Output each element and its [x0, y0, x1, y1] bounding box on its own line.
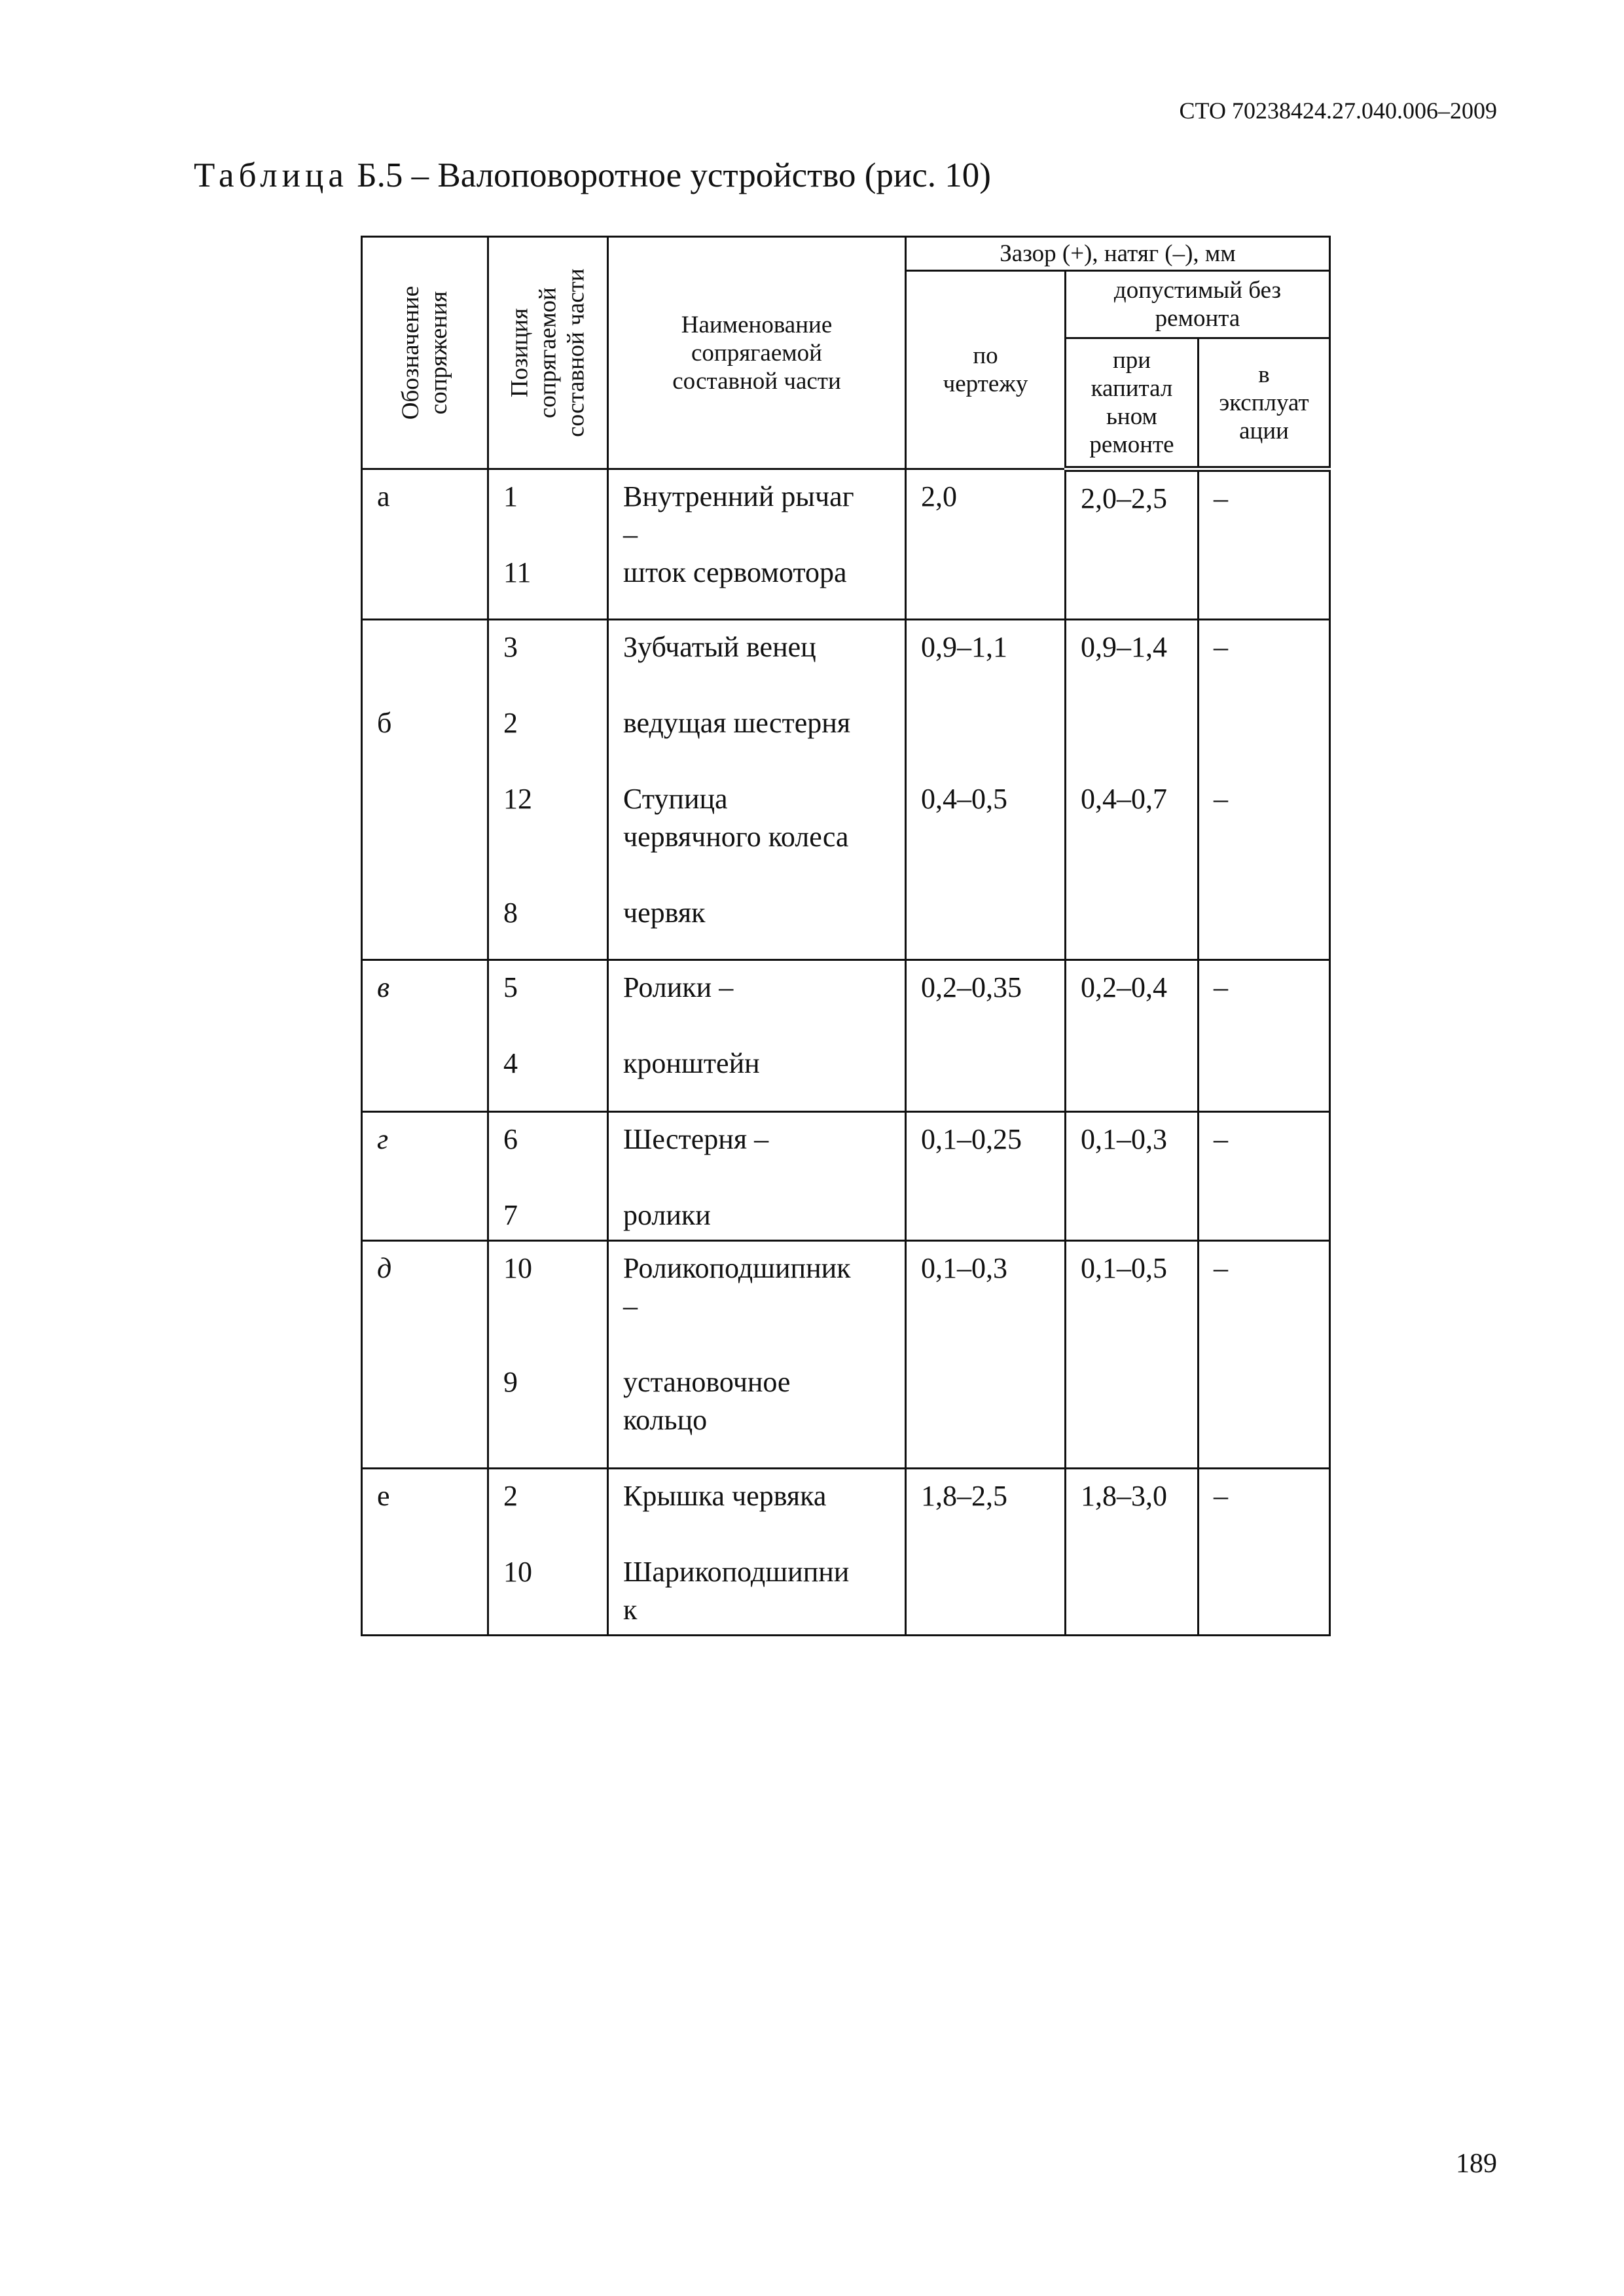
- cell-operation: [1199, 1241, 1330, 1469]
- names-line: [623, 742, 905, 780]
- cell-overhaul: [1066, 1241, 1199, 1469]
- designation-value: д: [377, 1252, 392, 1284]
- cell-positions: [488, 1469, 608, 1636]
- cell-operation: [1199, 1112, 1330, 1241]
- names-line: [623, 856, 905, 894]
- cell-operation: [1199, 960, 1330, 1112]
- cell-operation: [1199, 469, 1330, 620]
- drawing-line: [921, 704, 1064, 742]
- names-line: [623, 666, 905, 704]
- positions-line: 1: [503, 480, 518, 512]
- drawing-line: 2,0: [921, 480, 957, 512]
- overhaul-line: [1081, 704, 1197, 742]
- cell-designation: [362, 1241, 488, 1469]
- operation-line: [1214, 742, 1329, 780]
- positions-line: 10: [503, 1252, 532, 1284]
- header-name: Наименование сопрягаемой составной части: [608, 237, 906, 469]
- cell-overhaul: [1066, 960, 1199, 1112]
- drawing-line: 0,9–1,1: [921, 631, 1007, 663]
- cell-names: [608, 469, 906, 620]
- cell-operation: [1199, 620, 1330, 960]
- cell-positions: [488, 1112, 608, 1241]
- header-in-operation: в эксплуат ации: [1199, 338, 1330, 469]
- names-line: Зубчатый венец: [623, 631, 816, 663]
- cell-names: [608, 960, 906, 1112]
- positions-line: 2: [503, 1480, 518, 1512]
- cell-positions: [488, 960, 608, 1112]
- drawing-line: [921, 666, 1064, 704]
- document-code: СТО 70238424.27.040.006–2009: [1179, 98, 1497, 124]
- positions-line: 8: [503, 897, 518, 929]
- overhaul-line: 0,1–0,3: [1081, 1123, 1167, 1155]
- cell-overhaul: [1066, 1469, 1199, 1636]
- overhaul-line: [1081, 666, 1197, 704]
- overhaul-line: 0,4–0,7: [1081, 783, 1167, 815]
- positions-line: [503, 516, 607, 554]
- positions-line: 6: [503, 1123, 518, 1155]
- positions-line: 3: [503, 631, 518, 663]
- positions-line: 9: [503, 1366, 518, 1398]
- designation-value: б: [377, 707, 392, 739]
- operation-line: –: [1214, 971, 1228, 1003]
- positions-line: 7: [503, 1199, 518, 1231]
- names-line: ролики: [623, 1199, 711, 1231]
- names-line: к: [623, 1594, 638, 1626]
- designation-value: г: [377, 1123, 389, 1155]
- cell-drawing: [906, 469, 1066, 620]
- names-line: Внутренний рычаг: [623, 480, 854, 512]
- table-row: [362, 469, 1330, 620]
- overhaul-line: 2,0–2,5: [1081, 482, 1167, 514]
- names-line: –: [623, 518, 638, 550]
- names-line: Крышка червяка: [623, 1480, 827, 1512]
- cell-operation: [1199, 1469, 1330, 1636]
- names-line: кольцо: [623, 1404, 708, 1436]
- positions-line: [503, 1515, 607, 1553]
- cell-designation: [362, 960, 488, 1112]
- table-caption-label: Таблица: [194, 156, 348, 194]
- drawing-line: 1,8–2,5: [921, 1480, 1007, 1512]
- names-line: установочное: [623, 1366, 791, 1398]
- names-line: червячного колеса: [623, 821, 849, 853]
- cell-drawing: [906, 960, 1066, 1112]
- positions-line: [503, 1158, 607, 1196]
- names-line: Шарикоподшипни: [623, 1556, 850, 1588]
- table-caption: [194, 156, 991, 195]
- positions-line: [503, 742, 607, 780]
- positions-line: 4: [503, 1047, 518, 1079]
- positions-line: 2: [503, 707, 518, 739]
- positions-line: [503, 856, 607, 894]
- positions-line: 11: [503, 556, 532, 588]
- cell-designation: [362, 469, 488, 620]
- names-line: [623, 1515, 905, 1553]
- operation-line: –: [1214, 1123, 1228, 1155]
- header-clearance: Зазор (+), натяг (–), мм: [906, 237, 1330, 271]
- cell-drawing: [906, 1241, 1066, 1469]
- cell-overhaul: [1066, 1112, 1199, 1241]
- cell-designation: [362, 1469, 488, 1636]
- names-line: Ролики –: [623, 971, 734, 1003]
- operation-line: –: [1214, 482, 1228, 514]
- positions-line: [503, 818, 607, 856]
- cell-designation: [362, 1112, 488, 1241]
- positions-line: 12: [503, 783, 532, 815]
- header-by-drawing: по чертежу: [906, 271, 1066, 469]
- cell-positions: [488, 1241, 608, 1469]
- clearance-table: [361, 236, 1331, 1636]
- table-row: [362, 1112, 1330, 1241]
- cell-drawing: [906, 620, 1066, 960]
- overhaul-line: 0,9–1,4: [1081, 631, 1167, 663]
- drawing-line: 0,1–0,25: [921, 1123, 1022, 1155]
- overhaul-line: 0,2–0,4: [1081, 971, 1167, 1003]
- names-line: ведущая шестерня: [623, 707, 851, 739]
- positions-line: [503, 1287, 607, 1325]
- operation-line: [1214, 666, 1329, 704]
- positions-line: 5: [503, 971, 518, 1003]
- cell-drawing: [906, 1112, 1066, 1241]
- cell-names: [608, 1469, 906, 1636]
- drawing-line: [921, 742, 1064, 780]
- page-number: 189: [1456, 2149, 1497, 2179]
- operation-line: –: [1214, 1480, 1228, 1512]
- designation-value: в: [377, 971, 390, 1003]
- table-row: [362, 620, 1330, 960]
- cell-overhaul: [1066, 620, 1199, 960]
- names-line: Шестерня –: [623, 1123, 769, 1155]
- names-line: Ступица: [623, 783, 728, 815]
- header-position: Позиция сопрягаемой составной части: [488, 237, 608, 469]
- positions-line: [503, 1007, 607, 1045]
- names-line: [623, 1007, 905, 1045]
- cell-names: [608, 620, 906, 960]
- designation-value: е: [377, 1480, 390, 1512]
- cell-designation: [362, 620, 488, 960]
- operation-line: –: [1214, 1252, 1228, 1284]
- drawing-line: 0,2–0,35: [921, 971, 1022, 1003]
- positions-line: [503, 1325, 607, 1363]
- cell-names: [608, 1241, 906, 1469]
- names-line: –: [623, 1290, 638, 1322]
- positions-line: [503, 666, 607, 704]
- header-designation: Обозначение сопряжения: [362, 237, 488, 469]
- designation-value: а: [377, 480, 390, 512]
- cell-positions: [488, 620, 608, 960]
- overhaul-line: 0,1–0,5: [1081, 1252, 1167, 1284]
- names-line: [623, 1158, 905, 1196]
- overhaul-line: 1,8–3,0: [1081, 1480, 1167, 1512]
- names-line: [623, 1325, 905, 1363]
- operation-line: –: [1214, 631, 1228, 663]
- drawing-line: 0,4–0,5: [921, 783, 1007, 815]
- operation-line: [1214, 704, 1329, 742]
- table-row: [362, 960, 1330, 1112]
- cell-overhaul: [1066, 469, 1199, 620]
- names-line: червяк: [623, 897, 706, 929]
- header-at-overhaul: при капитал ьном ремонте: [1066, 338, 1199, 469]
- cell-names: [608, 1112, 906, 1241]
- names-line: кронштейн: [623, 1047, 760, 1079]
- table-row: [362, 1469, 1330, 1636]
- table-row: [362, 1241, 1330, 1469]
- operation-line: –: [1214, 783, 1228, 815]
- drawing-line: 0,1–0,3: [921, 1252, 1007, 1284]
- cell-positions: [488, 469, 608, 620]
- names-line: Роликоподшипник: [623, 1252, 851, 1284]
- overhaul-line: [1081, 742, 1197, 780]
- names-line: шток сервомотора: [623, 556, 847, 588]
- table-caption-title: Б.5 – Валоповоротное устройство (рис. 10): [357, 156, 991, 194]
- cell-drawing: [906, 1469, 1066, 1636]
- positions-line: 10: [503, 1556, 532, 1588]
- header-allowed: допустимый без ремонта: [1066, 271, 1330, 338]
